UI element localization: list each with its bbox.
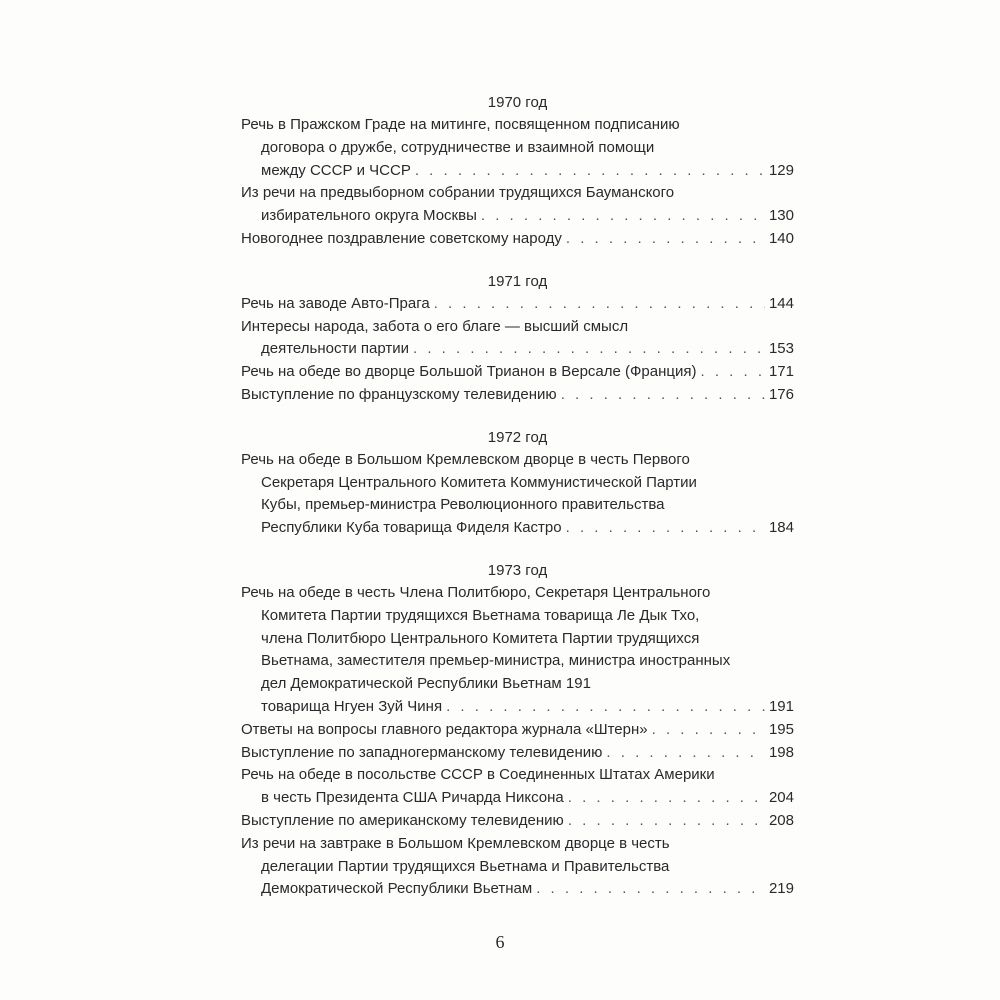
dot-leader: [701, 361, 765, 384]
entry-title-line: Выступление по западногерманскому телевидению: [241, 743, 603, 761]
entry-last-line: [241, 361, 794, 384]
entry-last-line: [241, 696, 794, 719]
entry-title-line: Демократической Республики Вьетнам: [261, 880, 533, 898]
entry-page-number: 129: [768, 161, 794, 179]
entry-title-line: между СССР и ЧССР: [261, 161, 411, 179]
entry-title-line: товарища Нгуен Зуй Чиня: [261, 697, 443, 715]
entry-page-number: 208: [768, 811, 794, 829]
entry-last-line: [241, 878, 794, 901]
section-heading: 1972 год: [487, 428, 548, 446]
entry-title-line: Речь на обеде во дворце Большой Трианон в Версале (Франция): [241, 363, 697, 381]
toc-section: [241, 92, 794, 251]
dot-leader: [481, 205, 765, 228]
dot-leader: [561, 384, 765, 407]
entry-title-line: Выступление по американскому телевидению: [241, 811, 564, 829]
entry-title-line: Выступление по французскому телевидению: [241, 385, 557, 403]
entry-last-line: [241, 205, 794, 228]
section-heading: 1970 год: [487, 94, 548, 111]
dot-leader: [566, 228, 765, 251]
toc-section: [241, 560, 794, 901]
entry-title-line: Из речи на завтраке в Большом Кремлевском дворце в честь: [241, 834, 670, 852]
entry-title-line: Речь в Пражском Граде на митинге, посвященном подписанию: [241, 116, 680, 133]
section-heading: 1973 год: [487, 561, 548, 579]
entry-title-line: Речь на обеде в посольстве СССР в Соединенных Штатах Америки: [241, 766, 715, 784]
toc-entry[interactable]: [241, 361, 794, 384]
entry-last-line: [241, 160, 794, 183]
toc-entry[interactable]: [241, 114, 794, 182]
entry-title-line: Республики Куба товарища Фиделя Кастро: [261, 519, 562, 537]
table-of-contents: [241, 92, 794, 921]
toc-entry[interactable]: [241, 384, 794, 407]
section-heading: 1971 год: [487, 272, 548, 290]
entry-last-line: [241, 384, 794, 407]
toc-section: [241, 427, 794, 540]
toc-entry[interactable]: [241, 742, 794, 765]
entry-title-line: Новогоднее поздравление советскому народу: [241, 229, 562, 247]
dot-leader: [413, 338, 765, 361]
entry-title-line: Речь на обеде в честь Члена Политбюро, Секретаря Центрального: [241, 583, 711, 601]
entry-page-number: 198: [768, 743, 794, 761]
dot-leader: [652, 719, 765, 742]
entry-title-line: Кубы, премьер-министра Революционного правительства: [261, 496, 665, 514]
toc-entry[interactable]: [241, 182, 794, 228]
entry-title-line: члена Политбюро Центрального Комитета Партии трудящихся: [261, 629, 700, 647]
entry-last-line: [241, 719, 794, 742]
entry-title-line: делегации Партии трудящихся Вьетнама и Правительства: [261, 857, 670, 875]
entry-page-number: 153: [768, 340, 794, 358]
entry-title-line: Ответы на вопросы главного редактора журнала «Штерн»: [241, 720, 648, 738]
dot-leader: [434, 293, 765, 316]
entry-last-line: [241, 338, 794, 361]
entry-page-number: 184: [768, 519, 794, 537]
entry-page-number: 171: [768, 363, 794, 381]
toc-entry[interactable]: [241, 449, 794, 540]
entry-page-number: 176: [768, 385, 794, 403]
page-number: 6: [495, 932, 505, 952]
toc-section: [241, 271, 794, 407]
toc-entry[interactable]: [241, 810, 794, 833]
toc-entry[interactable]: [241, 293, 794, 316]
dot-leader: [536, 878, 765, 901]
toc-entry[interactable]: [241, 719, 794, 742]
entry-title-line: договора о дружбе, сотрудничестве и взаимной помощи: [261, 138, 655, 156]
entry-last-line: [241, 810, 794, 833]
entry-title-line: в честь Президента США Ричарда Никсона: [261, 789, 564, 807]
dot-leader: [606, 742, 765, 765]
dot-leader: [568, 810, 765, 833]
entry-page-number: 195: [768, 720, 794, 738]
entry-last-line: [241, 787, 794, 810]
toc-entry[interactable]: [241, 316, 794, 362]
entry-last-line: [241, 742, 794, 765]
entry-last-line: [241, 517, 794, 540]
entry-title-line: Речь на заводе Авто-Прага: [241, 294, 430, 312]
entry-page-number: 204: [768, 789, 794, 807]
entry-title-line: Из речи на предвыборном собрании трудящихся Бауманского: [241, 184, 675, 202]
dot-leader: [446, 696, 765, 719]
toc-entry[interactable]: [241, 228, 794, 251]
entry-title-line: Речь на обеде в Большом Кремлевском дворце в честь Первого: [241, 450, 690, 468]
toc-entry[interactable]: [241, 833, 794, 901]
entry-title-line: Интересы народа, забота о его благе — высший смысл: [241, 317, 629, 335]
entry-page-number: 144: [768, 294, 794, 312]
entry-title-line: избирательного округа Москвы: [261, 207, 477, 225]
entry-last-line: [241, 293, 794, 316]
entry-title-line: Секретаря Центрального Комитета Коммунистической Партии: [261, 473, 697, 491]
entry-page-number: 219: [768, 880, 794, 898]
dot-leader: [566, 517, 765, 540]
dot-leader: [415, 160, 765, 183]
entry-title-line: деятельности партии: [261, 340, 409, 358]
entry-title-line: Вьетнама, заместителя премьер-министра, министра иностранных: [261, 652, 731, 670]
entry-title-line: Комитета Партии трудящихся Вьетнама товарища Ле Дык Тхо,: [261, 606, 700, 624]
entry-page-number: 130: [768, 207, 794, 225]
toc-entry[interactable]: [241, 764, 794, 810]
entry-title-line: дел Демократической Республики Вьетнам 191: [261, 675, 591, 693]
entry-page-number: 140: [768, 229, 794, 247]
toc-entry[interactable]: [241, 582, 794, 719]
dot-leader: [568, 787, 765, 810]
entry-last-line: [241, 228, 794, 251]
entry-page-number: 191: [768, 697, 794, 715]
